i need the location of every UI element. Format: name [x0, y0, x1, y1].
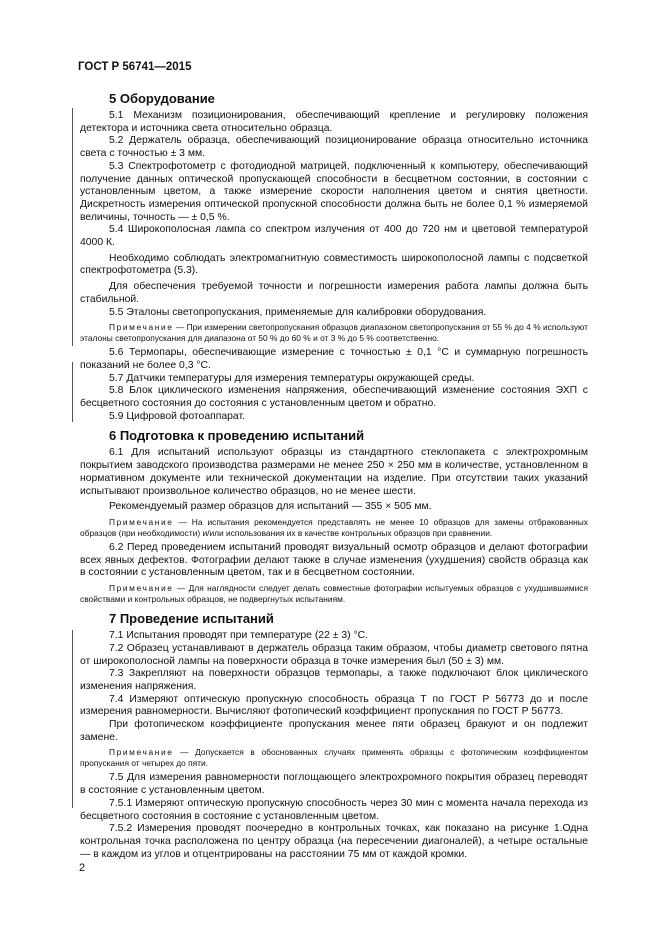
paragraph: 7.5 Для измерения равномерности поглощающего электрохромного покрытия образец переводят в состояние с установленным цветом. [80, 772, 588, 797]
change-bar [72, 362, 73, 422]
paragraph: Необходимо соблюдать электромагнитную совместимость широкополосной лампы с подсветкой спектрофотометра (5.3). [80, 252, 588, 277]
paragraph: 7.2 Образец устанавливают в держатель образца таким образом, чтобы диаметр светового пятна от широкополосной лампы на поверхности образца в точке измерения был (50 ± 3) мм. [80, 642, 588, 667]
paragraph: 5.8 Блок циклического изменения напряжения, обеспечивающий изменение состояния ЭХП с бесцветного состояния до состояния с установленным цветом и обратно. [80, 385, 588, 410]
paragraph: 7.4 Измеряют оптическую пропускную способность образца Т по ГОСТ Р 56773 до и после измерения равномерности. Вычисляют фотопический коэффициент пропускания по ГОСТ Р 56773. [80, 693, 588, 718]
note [80, 517, 588, 539]
paragraph: 6.1 Для испытаний используют образцы из стандартного стеклопакета с электрохромным покрытием заводского производства размерами не менее 250 × 250 мм в количестве, установленном в нормативном документе или технической документации на изделие. При отсутствии таких указаний испытывают произвольное количество образцов, но не менее шести. [80, 447, 588, 497]
section-heading: 7 Проведение испытаний [109, 611, 274, 627]
paragraph: 7.1 Испытания проводят при температуре (22 ± 3) °С. [109, 630, 368, 642]
note-label: Примечание [109, 747, 174, 758]
note [80, 747, 588, 769]
paragraph: Для обеспечения требуемой точности и погрешности измерения работа лампы должна быть стабильной. [80, 281, 588, 305]
note-label: Примечание [109, 583, 174, 594]
section-heading: 6 Подготовка к проведению испытаний [109, 428, 365, 444]
paragraph: 7.5.1 Измеряют оптическую пропускную способность через 30 мин с момента начала перехода из бесцветного состояния в состояние с установленным цветом. [80, 797, 588, 822]
note-text: — На испытания рекомендуется представлять не менее 10 образцов для замены отбракованных образцов (при необходимости) и/или использования их в качестве контрольных образцов при сравнении. [80, 516, 588, 538]
paragraph: 5.2 Держатель образца, обеспечивающий позиционирование образца относительно источника света с точностью ± 3 мм. [80, 135, 588, 160]
paragraph: 5.5 Эталоны светопропускания, применяемые для калибровки оборудования. [109, 306, 487, 318]
note-text: — Допускается в обоснованных случаях применять образцы с фотопическим коэффициентом пропускания от четырех до пяти. [80, 747, 588, 769]
paragraph: При фотопическом коэффициенте пропускания менее пяти образец бракуют и он подлежит замене. [80, 719, 588, 743]
page-number: 2 [79, 862, 86, 874]
section-heading: 5 Оборудование [109, 91, 215, 106]
note [80, 583, 588, 605]
paragraph: 5.9 Цифровой фотоаппарат. [109, 410, 245, 422]
note-label: Примечание [109, 322, 174, 333]
paragraph: 6.2 Перед проведением испытаний проводят визуальный осмотр образцов и делают фотографии всех явных дефектов. Фотографии делают также в случае изменения (ухудшения) свойств образца как в состоянии с установленным цветом, так и в бесцветном состоянии. [80, 541, 588, 579]
paragraph: Рекомендуемый размер образцов для испытаний — 355 × 505 мм. [109, 501, 432, 513]
document-body [80, 91, 588, 861]
change-bar [72, 630, 73, 808]
paragraph: 5.4 Широкополосная лампа со спектром излучения от 400 до 720 нм и цветовой температурой 4000 К. [80, 224, 588, 249]
paragraph: 7.3 Закрепляют на поверхности образцов термопары, а также подключают блок циклического изменения напряжения. [80, 668, 588, 692]
note-text: — При измерении светопропускания образцов диапазоном светопропускания от 55 % до 4 % используют эталоны светопропускания для диапазона от 50 % до 60 % и от 3 % до 5 % соответственно. [80, 322, 588, 344]
paragraph: 7.5.2 Измерения проводят поочередно в контрольных точках, как показано на рисунке 1.Одна контрольная точка расположена по центру образца (на пересечении диагоналей), а четыре остальные — в каждом из углов и отцентрированы на расстоянии 75 мм от каждой кромки. [80, 823, 588, 860]
paragraph: 5.7 Датчики температуры для измерения температуры окружающей среды. [109, 372, 475, 384]
change-bar [72, 108, 73, 346]
note [80, 322, 588, 344]
document-header-id: ГОСТ Р 56741—2015 [78, 61, 192, 73]
paragraph: 5.6 Термопары, обеспечивающие измерение с точностью ± 0,1 °С и суммарную погрешность показаний не более 0,3 °С. [80, 347, 588, 371]
paragraph: 5.3 Спектрофотометр с фотодиодной матрицей, подключенный к компьютеру, обеспечивающий получение данных оптической пропускающей способности в бесцветном состоянии, в состоянии с установленным цветом, а также измерение скорости наполнения цветом и снятия цветности. Дискретность измерения оптической пропускной способности должна быть не более 0,1 % измеряемой величины, точность — ± 0,5 %. [80, 160, 588, 223]
note-text: — Для наглядности следует делать совместные фотографии испытуемых образцов с ухудшившимися свойствами и контрольных образцов, не подвергнутых испытаниям. [80, 583, 588, 605]
note-label: Примечание [109, 516, 174, 527]
paragraph: 5.1 Механизм позиционирования, обеспечивающий крепление и регулировку положения детектора и источника света относительно образца. [80, 110, 588, 134]
